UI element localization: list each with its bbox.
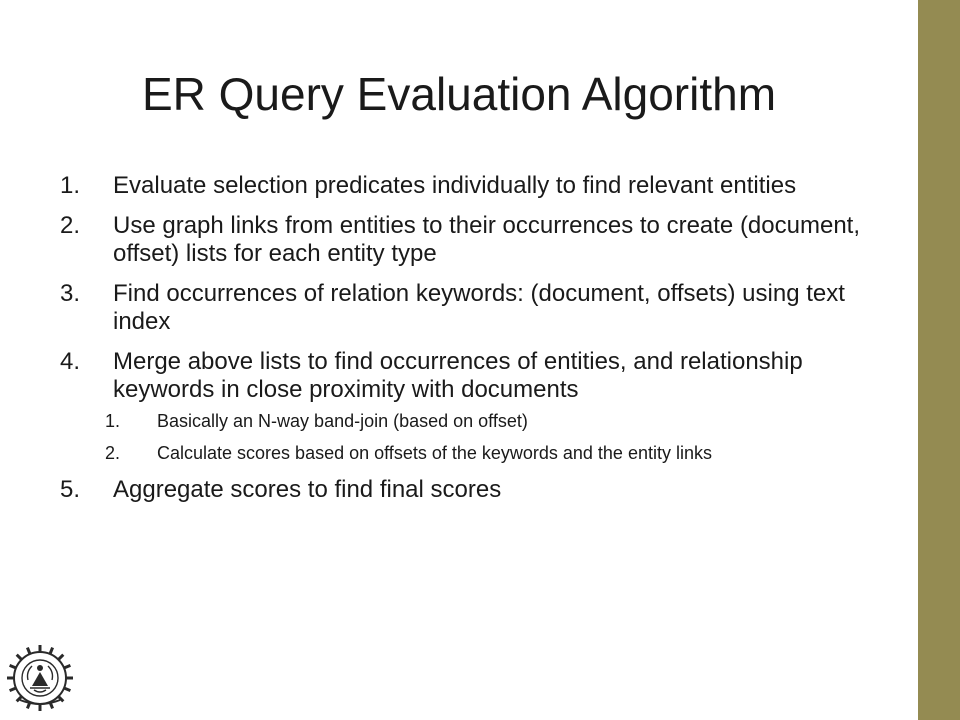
iit-bombay-emblem-icon — [4, 642, 76, 714]
list-item-number: 3. — [60, 280, 81, 307]
list-item-text: Merge above lists to find occurrences of entities, and relationship keywords in close proximity with documents — [113, 348, 803, 403]
sub-list-item — [60, 442, 900, 464]
sub-list-item-text: Basically an N-way band-join (based on offset) — [157, 411, 528, 431]
slide-title: ER Query Evaluation Algorithm — [141, 68, 777, 120]
list-item — [60, 348, 900, 464]
algorithm-steps-list — [60, 172, 900, 516]
list-item — [60, 476, 900, 504]
sub-list-item-number: 1. — [105, 411, 121, 431]
sub-list-item-number: 2. — [105, 443, 121, 463]
sub-list-item — [60, 410, 900, 432]
list-item-number: 2. — [60, 212, 81, 239]
list-item — [60, 280, 900, 336]
list-item-number: 1. — [60, 172, 81, 199]
list-item-text: Find occurrences of relation keywords: (document, offsets) using text index — [113, 280, 845, 335]
sidebar-accent-bar — [918, 0, 960, 720]
list-item-text: Use graph links from entities to their occurrences to create (document, offset) lists for each entity type — [113, 212, 860, 267]
list-item-text: Evaluate selection predicates individually to find relevant entities — [113, 172, 797, 199]
list-item — [60, 212, 900, 268]
list-item-number: 5. — [60, 476, 81, 503]
list-item-text: Aggregate scores to find final scores — [113, 476, 502, 503]
list-item — [60, 172, 900, 200]
list-item-number: 4. — [60, 348, 81, 375]
sub-steps-list — [60, 410, 900, 464]
sub-list-item-text: Calculate scores based on offsets of the keywords and the entity links — [157, 443, 712, 463]
